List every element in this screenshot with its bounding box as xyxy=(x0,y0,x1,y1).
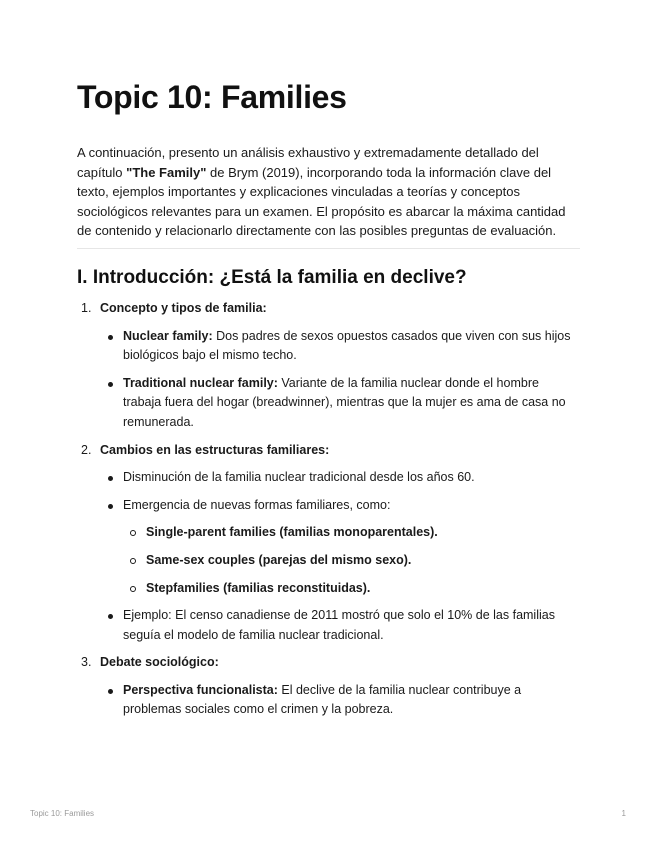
bullet-list xyxy=(100,468,580,645)
bullet-term: Perspectiva funcionalista: xyxy=(123,682,278,697)
intro-text-end: de Brym (2019), incorporando toda la información clave del texto, ejemplos importantes y explicaciones vinculadas a teorías y conceptos sociológicos relevantes para un examen. El propósito es abarcar la máxima cantidad de contenido y relacionarlo directamente con las posibles preguntas de evaluación. xyxy=(77,164,566,239)
sub-bullet-list xyxy=(123,523,580,598)
bullet-term: Traditional nuclear family: xyxy=(123,375,278,390)
page-title: Topic 10: Families xyxy=(77,79,347,115)
bullet-text: Dos padres de sexos opuestos casados que viven con sus hijos biológicos bajo el mismo techo. xyxy=(123,328,571,363)
footer-title: Topic 10: Families xyxy=(30,809,95,818)
sub-bullet-item: Stepfamilies (familias reconstituidas). xyxy=(123,579,580,599)
list-item xyxy=(77,653,580,720)
bullet-text: Variante de la familia nuclear donde el hombre trabaja fuera del hogar (breadwinner), mientras que la mujer es ama de casa no remunerada. xyxy=(123,375,566,429)
list-number: 3. xyxy=(81,655,92,670)
intro-paragraph xyxy=(77,143,580,241)
page-number: 1 xyxy=(621,809,626,818)
list-item-title: Debate sociológico: xyxy=(100,655,219,670)
section-divider xyxy=(77,248,580,249)
bullet-list xyxy=(100,681,580,720)
numbered-list xyxy=(77,299,580,720)
sub-bullet-item: Single-parent families (familias monoparentales). xyxy=(123,523,580,543)
bullet-text: Emergencia de nuevas formas familiares, como: xyxy=(123,497,391,512)
document-page xyxy=(77,74,580,720)
bullet-term: Nuclear family: xyxy=(123,328,213,343)
bullet-item xyxy=(100,374,580,433)
bullet-text: El declive de la familia nuclear contribuye a problemas sociales como el crimen y la pobreza. xyxy=(123,682,522,717)
bullet-item: Disminución de la familia nuclear tradicional desde los años 60. xyxy=(100,468,580,488)
intro-text-start: A continuación, presento un análisis exhaustivo y extremadamente detallado del capítulo xyxy=(77,145,539,180)
sub-bullet-item: Same-sex couples (parejas del mismo sexo). xyxy=(123,551,580,571)
list-number: 2. xyxy=(81,442,92,457)
bullet-item xyxy=(100,496,580,598)
section-heading: I. Introducción: ¿Está la familia en declive? xyxy=(77,266,467,288)
list-number: 1. xyxy=(81,300,92,315)
bullet-item: Ejemplo: El censo canadiense de 2011 mostró que solo el 10% de las familias seguía el modelo de familia nuclear tradicional. xyxy=(100,606,580,645)
bullet-item xyxy=(100,681,580,720)
list-item xyxy=(77,299,580,433)
list-item-title: Concepto y tipos de familia: xyxy=(100,300,267,315)
bullet-item xyxy=(100,327,580,366)
intro-bold-title: "The Family" xyxy=(126,164,207,180)
bullet-list xyxy=(100,327,580,433)
list-item-title: Cambios en las estructuras familiares: xyxy=(100,442,330,457)
list-item xyxy=(77,441,580,646)
